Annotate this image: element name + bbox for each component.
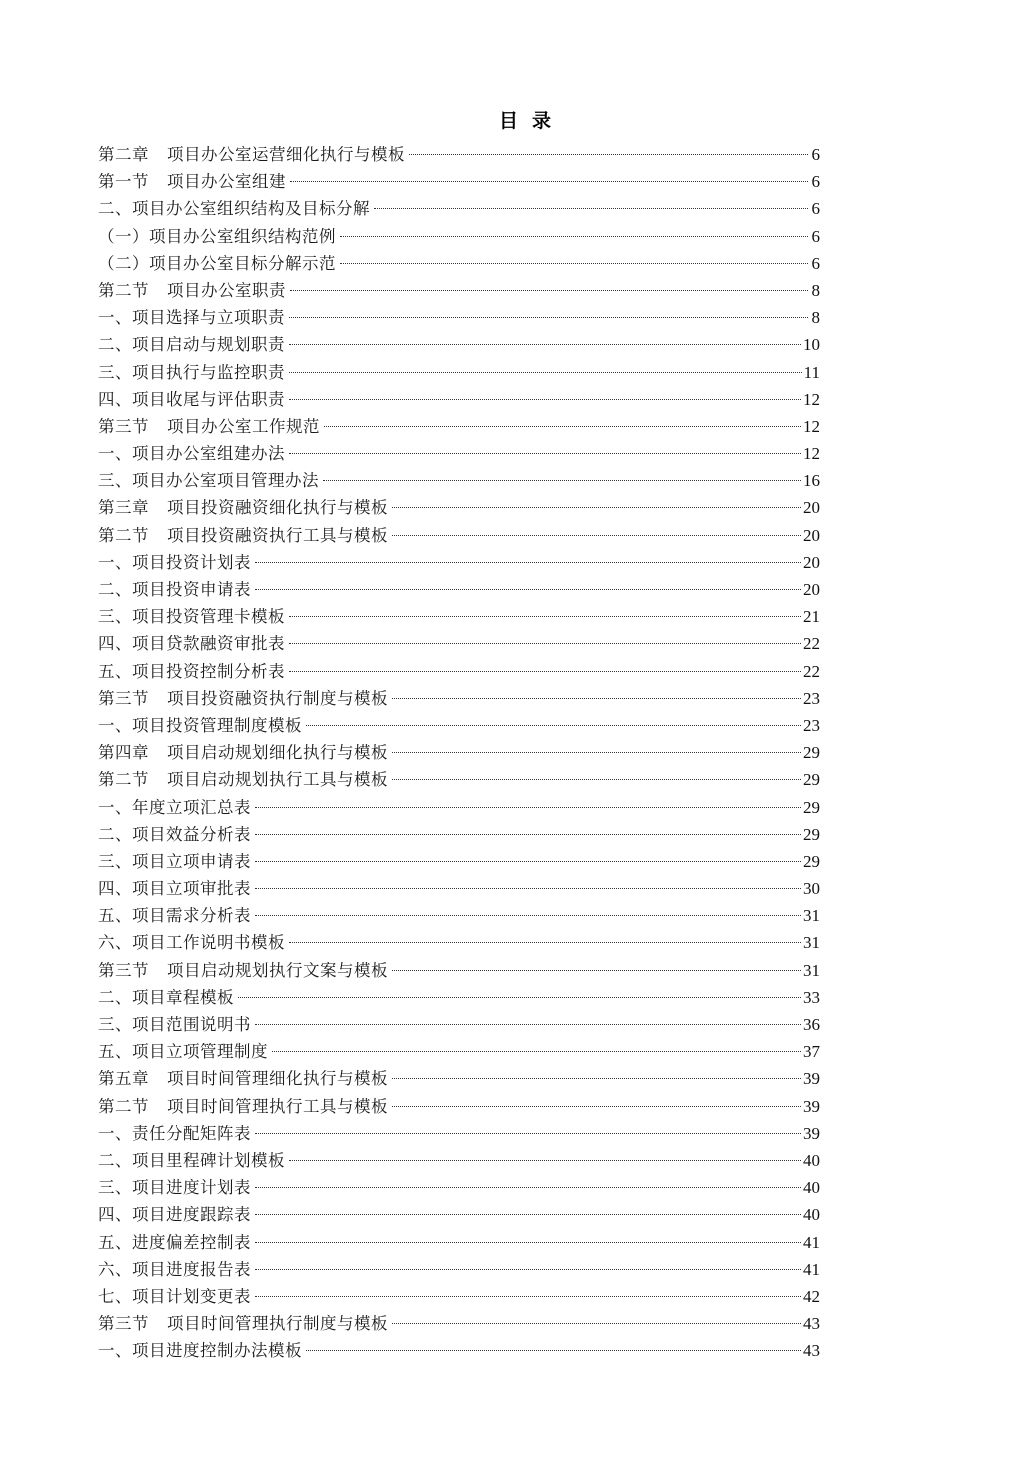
- toc-entry-text: 四、项目立项审批表: [98, 879, 251, 899]
- dot-leader: [290, 290, 808, 291]
- toc-entry-label: [98, 304, 285, 331]
- toc-entry-text: 三、项目投资管理卡模板: [98, 607, 285, 627]
- toc-entry-page-number: 29: [803, 770, 820, 790]
- dot-leader: [392, 1106, 801, 1107]
- toc-entry-label: [98, 1337, 302, 1364]
- toc-entry-label: [98, 413, 320, 440]
- toc-entry-label: [98, 794, 251, 821]
- toc-entry-page-number: 23: [803, 715, 820, 735]
- toc-entry-page-number: 6: [811, 253, 820, 273]
- toc-entry-text: 二、项目投资申请表: [98, 580, 251, 599]
- toc-entry-page-number: 23: [803, 688, 820, 708]
- toc-entry-label: [98, 494, 388, 521]
- toc-entry-label: [98, 1120, 251, 1147]
- toc-entry[interactable]: [98, 576, 820, 603]
- dot-leader: [306, 1350, 801, 1351]
- toc-entry-page-number: 41: [803, 1232, 820, 1252]
- toc-entry[interactable]: [98, 195, 820, 222]
- toc-entry-page-number: 22: [803, 634, 820, 654]
- dot-leader: [255, 861, 801, 862]
- toc-entry-text: 项目投资融资执行制度与模板: [167, 688, 388, 708]
- toc-entry-prefix: 第二节: [98, 1096, 149, 1116]
- toc-entry[interactable]: [98, 1174, 820, 1201]
- toc-entry-page-number: 12: [803, 444, 820, 464]
- dot-leader: [255, 915, 801, 916]
- toc-entry-prefix: 第二节: [98, 280, 149, 300]
- dot-leader: [409, 154, 808, 155]
- toc-entry-text: 三、项目办公室项目管理办法: [98, 471, 319, 491]
- toc-entry[interactable]: [98, 1065, 820, 1092]
- toc-entry-prefix: 第三节: [98, 688, 149, 708]
- toc-entry-label: [98, 1283, 251, 1310]
- toc-entry-prefix: 第一节: [98, 172, 149, 192]
- toc-entry-prefix: 第五章: [98, 1069, 149, 1089]
- toc-entry[interactable]: [98, 1011, 820, 1038]
- dot-leader: [255, 807, 801, 808]
- toc-entry-page-number: 11: [803, 362, 820, 382]
- toc-entry[interactable]: [98, 712, 820, 739]
- toc-entry[interactable]: [98, 603, 820, 630]
- toc-entry-label: [98, 1310, 388, 1337]
- toc-entry-label: [98, 685, 388, 712]
- dot-leader: [289, 399, 801, 400]
- dot-leader: [289, 1160, 801, 1161]
- dot-leader: [392, 970, 801, 971]
- toc-entry[interactable]: [98, 549, 820, 576]
- toc-entry[interactable]: [98, 739, 820, 766]
- toc-entry-text: 项目时间管理执行工具与模板: [167, 1096, 388, 1116]
- toc-entry-page-number: 43: [803, 1314, 820, 1334]
- toc-entry[interactable]: [98, 359, 820, 386]
- toc-entry-text: 项目投资融资执行工具与模板: [167, 525, 388, 545]
- toc-entry-label: [98, 739, 388, 766]
- toc-entry-text: 二、项目章程模板: [98, 987, 234, 1007]
- toc-entry-label: [98, 848, 251, 875]
- toc-entry-text: 一、责任分配矩阵表: [98, 1123, 251, 1143]
- toc-entry-text: 项目时间管理执行制度与模板: [167, 1314, 388, 1334]
- toc-entry-label: [98, 277, 286, 304]
- toc-entry[interactable]: [98, 331, 820, 358]
- dot-leader: [255, 1242, 801, 1243]
- toc-entry[interactable]: [98, 984, 820, 1011]
- toc-entry-label: [98, 929, 285, 956]
- dot-leader: [255, 1024, 801, 1025]
- toc-entry[interactable]: [98, 413, 820, 440]
- toc-entry-label: [98, 984, 234, 1011]
- toc-entry[interactable]: [98, 1147, 820, 1174]
- dot-leader: [392, 1323, 801, 1324]
- toc-entry-text: 三、项目立项申请表: [98, 851, 251, 871]
- dot-leader: [255, 834, 801, 835]
- toc-entry-text: 二、项目效益分析表: [98, 824, 251, 844]
- toc-entry-text: 二、项目启动与规划职责: [98, 335, 285, 355]
- dot-leader: [238, 997, 801, 998]
- toc-entry-label: [98, 467, 319, 494]
- dot-leader: [255, 888, 801, 889]
- toc-entry-label: [98, 766, 388, 793]
- toc-entry-page-number: 29: [803, 824, 820, 844]
- toc-entry[interactable]: [98, 277, 820, 304]
- toc-entry-label: [98, 957, 388, 984]
- toc-entry[interactable]: [98, 1229, 820, 1256]
- toc-entry-text: （一）项目办公室组织结构范例: [98, 226, 336, 246]
- toc-entry-text: 一、项目投资管理制度模板: [98, 715, 302, 735]
- toc-entry[interactable]: [98, 494, 820, 521]
- toc-entry-label: [98, 821, 251, 848]
- toc-entry-page-number: 40: [803, 1178, 820, 1198]
- toc-entry-text: 四、项目进度跟踪表: [98, 1205, 251, 1225]
- toc-entry-page-number: 31: [803, 933, 820, 953]
- toc-entry-page-number: 33: [803, 987, 820, 1007]
- toc-entry-page-number: 31: [803, 960, 820, 980]
- toc-entry-page-number: 6: [811, 145, 820, 164]
- toc-entry-prefix: 第三节: [98, 1314, 149, 1334]
- toc-entry[interactable]: [98, 875, 820, 902]
- toc-entry-label: [98, 1256, 251, 1283]
- toc-entry-page-number: 10: [803, 335, 820, 355]
- toc-entry-page-number: 6: [811, 172, 820, 192]
- toc-entry-text: 项目办公室职责: [167, 280, 286, 300]
- toc-entry-label: [98, 549, 251, 576]
- toc-entry[interactable]: [98, 1283, 820, 1310]
- toc-entry[interactable]: [98, 168, 820, 195]
- toc-entry-page-number: 29: [803, 743, 820, 763]
- toc-entry[interactable]: [98, 141, 820, 168]
- toc-entry-text: 项目办公室组建: [167, 172, 286, 192]
- dot-leader: [289, 616, 801, 617]
- toc-entry-label: [98, 630, 285, 657]
- toc-entry-text: 五、项目投资控制分析表: [98, 661, 285, 681]
- toc-entry-text: 一、项目办公室组建办法: [98, 444, 285, 464]
- toc-entry-label: [98, 1174, 251, 1201]
- dot-leader: [306, 725, 801, 726]
- toc-entry[interactable]: [98, 440, 820, 467]
- toc-entry-page-number: 29: [803, 797, 820, 817]
- toc-entry-text: 四、项目收尾与评估职责: [98, 389, 285, 409]
- toc-entry-label: [98, 1093, 388, 1120]
- dot-leader: [255, 589, 801, 590]
- dot-leader: [392, 779, 801, 780]
- toc-entry-page-number: 39: [803, 1123, 820, 1143]
- toc-entry-text: 一、年度立项汇总表: [98, 797, 251, 817]
- dot-leader: [255, 1214, 801, 1215]
- toc-entry-page-number: 8: [811, 280, 820, 300]
- toc-entry-label: [98, 603, 285, 630]
- toc-entry[interactable]: [98, 685, 820, 712]
- dot-leader: [340, 263, 808, 264]
- toc-entry-label: [98, 440, 285, 467]
- toc-entry-prefix: 第二节: [98, 525, 149, 545]
- dot-leader: [392, 507, 801, 508]
- toc-entry-text: 三、项目执行与监控职责: [98, 362, 285, 382]
- toc-entry-page-number: 39: [803, 1096, 820, 1116]
- toc-entry-page-number: 43: [803, 1341, 820, 1361]
- toc-entry[interactable]: [98, 304, 820, 331]
- dot-leader: [289, 942, 801, 943]
- dot-leader: [340, 236, 808, 237]
- toc-entry-label: [98, 1011, 251, 1038]
- toc-entry[interactable]: [98, 522, 820, 549]
- dot-leader: [290, 181, 808, 182]
- toc-entry-page-number: 16: [803, 471, 820, 491]
- toc-entry-page-number: 36: [803, 1015, 820, 1034]
- toc-entry-text: 项目办公室工作规范: [167, 416, 320, 436]
- toc-entry[interactable]: [98, 902, 820, 929]
- toc-entry-text: 三、项目进度计划表: [98, 1178, 251, 1198]
- toc-entry-label: [98, 1065, 388, 1092]
- toc-entry-label: [98, 1038, 268, 1065]
- dot-leader: [392, 752, 801, 753]
- toc-entry-text: 二、项目里程碑计划模板: [98, 1150, 285, 1170]
- toc-entry-text: 四、项目贷款融资审批表: [98, 634, 285, 654]
- toc-entry[interactable]: [98, 957, 820, 984]
- dot-leader: [323, 480, 801, 481]
- toc-entry-text: 项目办公室运营细化执行与模板: [167, 145, 405, 164]
- toc-entry-page-number: 42: [803, 1286, 820, 1306]
- toc-entry[interactable]: [98, 1337, 820, 1364]
- toc-entry-text: 六、项目进度报告表: [98, 1259, 251, 1279]
- toc-entry-page-number: 40: [803, 1205, 820, 1225]
- toc-entry-text: 六、项目工作说明书模板: [98, 933, 285, 953]
- toc-entry[interactable]: [98, 929, 820, 956]
- toc-entry-label: [98, 1147, 285, 1174]
- toc-entry[interactable]: [98, 1093, 820, 1120]
- toc-entry[interactable]: [98, 1201, 820, 1228]
- toc-entry-page-number: 12: [803, 416, 820, 436]
- dot-leader: [392, 1078, 801, 1079]
- toc-entry[interactable]: [98, 250, 820, 277]
- toc-entry-label: [98, 359, 285, 386]
- dot-leader: [324, 426, 801, 427]
- toc-entry-label: [98, 141, 405, 168]
- toc-entry-text: 项目启动规划执行文案与模板: [167, 960, 388, 980]
- toc-entry-label: [98, 386, 285, 413]
- dot-leader: [289, 643, 801, 644]
- toc-entry-text: 五、项目立项管理制度: [98, 1042, 268, 1062]
- toc-entry-page-number: 29: [803, 851, 820, 871]
- toc-entry-text: 一、项目投资计划表: [98, 552, 251, 572]
- toc-entry-text: 五、进度偏差控制表: [98, 1232, 251, 1252]
- toc-entry-prefix: 第四章: [98, 743, 149, 763]
- toc-entry-page-number: 37: [803, 1042, 820, 1062]
- toc-entry-text: 二、项目办公室组织结构及目标分解: [98, 199, 370, 219]
- toc-entry-label: [98, 250, 336, 277]
- toc-entry-label: [98, 331, 285, 358]
- toc-entry-label: [98, 522, 388, 549]
- dot-leader: [255, 1133, 801, 1134]
- toc-entry-page-number: 20: [803, 525, 820, 545]
- dot-leader: [374, 208, 808, 209]
- dot-leader: [255, 1296, 801, 1297]
- toc-entry-label: [98, 195, 370, 222]
- toc-entry-prefix: 第二章: [98, 145, 149, 164]
- toc-entry[interactable]: [98, 630, 820, 657]
- toc-entry-prefix: 第三节: [98, 960, 149, 980]
- dot-leader: [255, 1269, 801, 1270]
- dot-leader: [392, 535, 801, 536]
- toc-entry-text: 项目投资融资细化执行与模板: [167, 498, 388, 518]
- dot-leader: [272, 1051, 801, 1052]
- toc-entry[interactable]: [98, 1120, 820, 1147]
- dot-leader: [289, 372, 802, 373]
- toc-entry-page-number: 20: [803, 498, 820, 518]
- toc-entry-text: 项目启动规划执行工具与模板: [167, 770, 388, 790]
- toc-entry-label: [98, 1229, 251, 1256]
- toc-entry-label: [98, 576, 251, 603]
- toc-entry-prefix: 第三章: [98, 498, 149, 518]
- toc-entry-text: 三、项目范围说明书: [98, 1015, 251, 1034]
- toc-entry[interactable]: [98, 658, 820, 685]
- toc-entry[interactable]: [98, 467, 820, 494]
- table-of-contents: [98, 141, 820, 1364]
- dot-leader: [289, 344, 801, 345]
- toc-entry-text: 一、项目进度控制办法模板: [98, 1341, 302, 1361]
- toc-entry-page-number: 22: [803, 661, 820, 681]
- toc-entry-prefix: 第三节: [98, 416, 149, 436]
- toc-entry-text: 五、项目需求分析表: [98, 906, 251, 926]
- toc-entry-text: 项目时间管理细化执行与模板: [167, 1069, 388, 1089]
- toc-entry-prefix: 第二节: [98, 770, 149, 790]
- toc-entry-page-number: 21: [803, 607, 820, 627]
- dot-leader: [255, 1187, 801, 1188]
- toc-entry[interactable]: [98, 821, 820, 848]
- dot-leader: [289, 671, 801, 672]
- toc-entry[interactable]: [98, 386, 820, 413]
- toc-entry[interactable]: [98, 223, 820, 250]
- toc-entry[interactable]: [98, 848, 820, 875]
- toc-entry[interactable]: [98, 1256, 820, 1283]
- toc-entry-label: [98, 658, 285, 685]
- toc-entry-page-number: 12: [803, 389, 820, 409]
- dot-leader: [255, 562, 801, 563]
- toc-entry-label: [98, 712, 302, 739]
- toc-entry-page-number: 20: [803, 580, 820, 599]
- toc-entry-label: [98, 875, 251, 902]
- toc-entry-label: [98, 902, 251, 929]
- toc-entry-text: 七、项目计划变更表: [98, 1286, 251, 1306]
- toc-entry-page-number: 6: [811, 226, 820, 246]
- toc-entry-label: [98, 168, 286, 195]
- toc-entry-page-number: 6: [811, 199, 820, 219]
- toc-entry-text: 一、项目选择与立项职责: [98, 308, 285, 328]
- toc-entry[interactable]: [98, 766, 820, 793]
- toc-entry-page-number: 41: [803, 1259, 820, 1279]
- toc-entry-page-number: 30: [803, 879, 820, 899]
- toc-entry-page-number: 39: [803, 1069, 820, 1089]
- toc-entry-text: 项目启动规划细化执行与模板: [167, 743, 388, 763]
- dot-leader: [392, 698, 801, 699]
- dot-leader: [289, 453, 801, 454]
- toc-entry-page-number: 31: [803, 906, 820, 926]
- toc-entry[interactable]: [98, 1310, 820, 1337]
- toc-entry-page-number: 20: [803, 552, 820, 572]
- toc-entry-label: [98, 223, 336, 250]
- toc-entry-page-number: 8: [811, 308, 820, 328]
- toc-entry-label: [98, 1201, 251, 1228]
- toc-entry[interactable]: [98, 1038, 820, 1065]
- toc-entry-text: （二）项目办公室目标分解示范: [98, 253, 336, 273]
- toc-entry-page-number: 40: [803, 1150, 820, 1170]
- dot-leader: [289, 317, 808, 318]
- toc-entry[interactable]: [98, 794, 820, 821]
- toc-title: 目录: [498, 110, 565, 132]
